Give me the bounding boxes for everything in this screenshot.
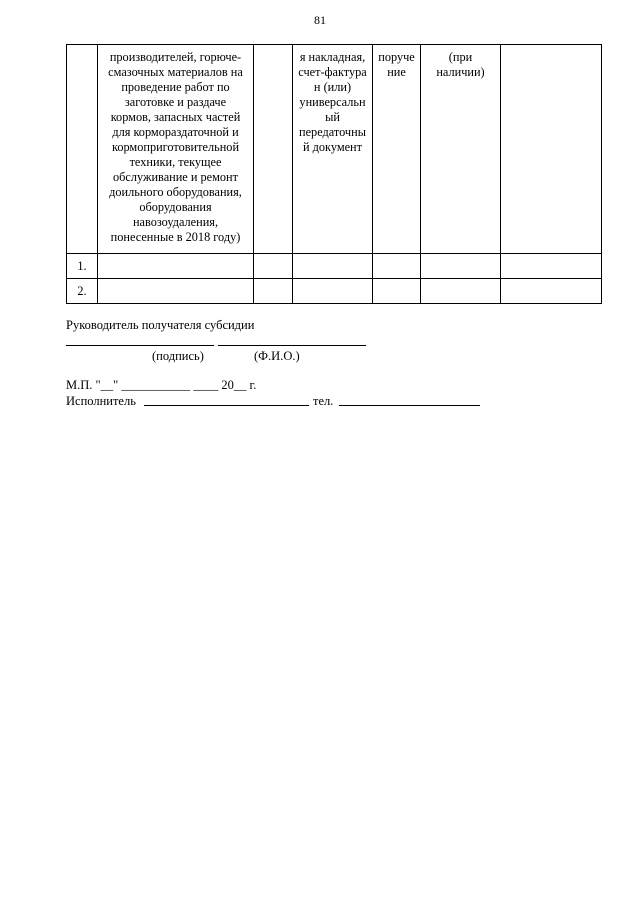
row-number: 1. xyxy=(67,254,98,279)
table-cell[interactable] xyxy=(501,254,602,279)
head-of-recipient-label: Руководитель получателя субсидии xyxy=(66,318,255,332)
table-row xyxy=(67,254,602,279)
table-cell[interactable] xyxy=(254,254,293,279)
table-cell[interactable] xyxy=(421,279,501,304)
header-cell-empty xyxy=(254,45,293,254)
table-cell[interactable] xyxy=(293,254,373,279)
executor-label: Исполнитель xyxy=(66,394,136,408)
header-cell-invoice-document: я накладная, счет-фактура н (или) универсальн ый передаточны й документ xyxy=(293,45,373,254)
table-cell[interactable] xyxy=(501,279,602,304)
header-cell-expense-description: производителей, горюче- смазочных материалов на проведение работ по заготовке и раздаче кормов, запасных частей для кормораздаточной и кормоприготовительной техники, текущее обслуживание и ремонт доильного оборудования, оборудования навозоудаления, понесенные в 2018 году) xyxy=(98,45,254,254)
header-cell-last xyxy=(501,45,602,254)
signature-line[interactable] xyxy=(66,345,214,346)
signature-caption: (подпись) xyxy=(152,349,204,363)
page-number: 81 xyxy=(314,13,326,27)
table-header-row xyxy=(67,45,602,254)
header-cell-if-available: (при наличии) xyxy=(421,45,501,254)
row-number: 2. xyxy=(67,279,98,304)
table-cell[interactable] xyxy=(98,254,254,279)
executor-name-line[interactable] xyxy=(144,405,309,406)
table-cell[interactable] xyxy=(373,254,421,279)
table-cell[interactable] xyxy=(373,279,421,304)
full-name-line[interactable] xyxy=(218,345,366,346)
header-cell-payment-order: поруче ние xyxy=(373,45,421,254)
phone-line[interactable] xyxy=(339,405,480,406)
full-name-caption: (Ф.И.О.) xyxy=(254,349,300,363)
table-cell[interactable] xyxy=(98,279,254,304)
table-cell[interactable] xyxy=(421,254,501,279)
subsidy-expense-table xyxy=(66,44,602,304)
stamp-date-line: М.П. "__" ___________ ____ 20__ г. xyxy=(66,378,257,392)
table-cell[interactable] xyxy=(254,279,293,304)
table-cell[interactable] xyxy=(293,279,373,304)
phone-label: тел. xyxy=(313,394,334,408)
header-cell-number xyxy=(67,45,98,254)
table-row xyxy=(67,279,602,304)
